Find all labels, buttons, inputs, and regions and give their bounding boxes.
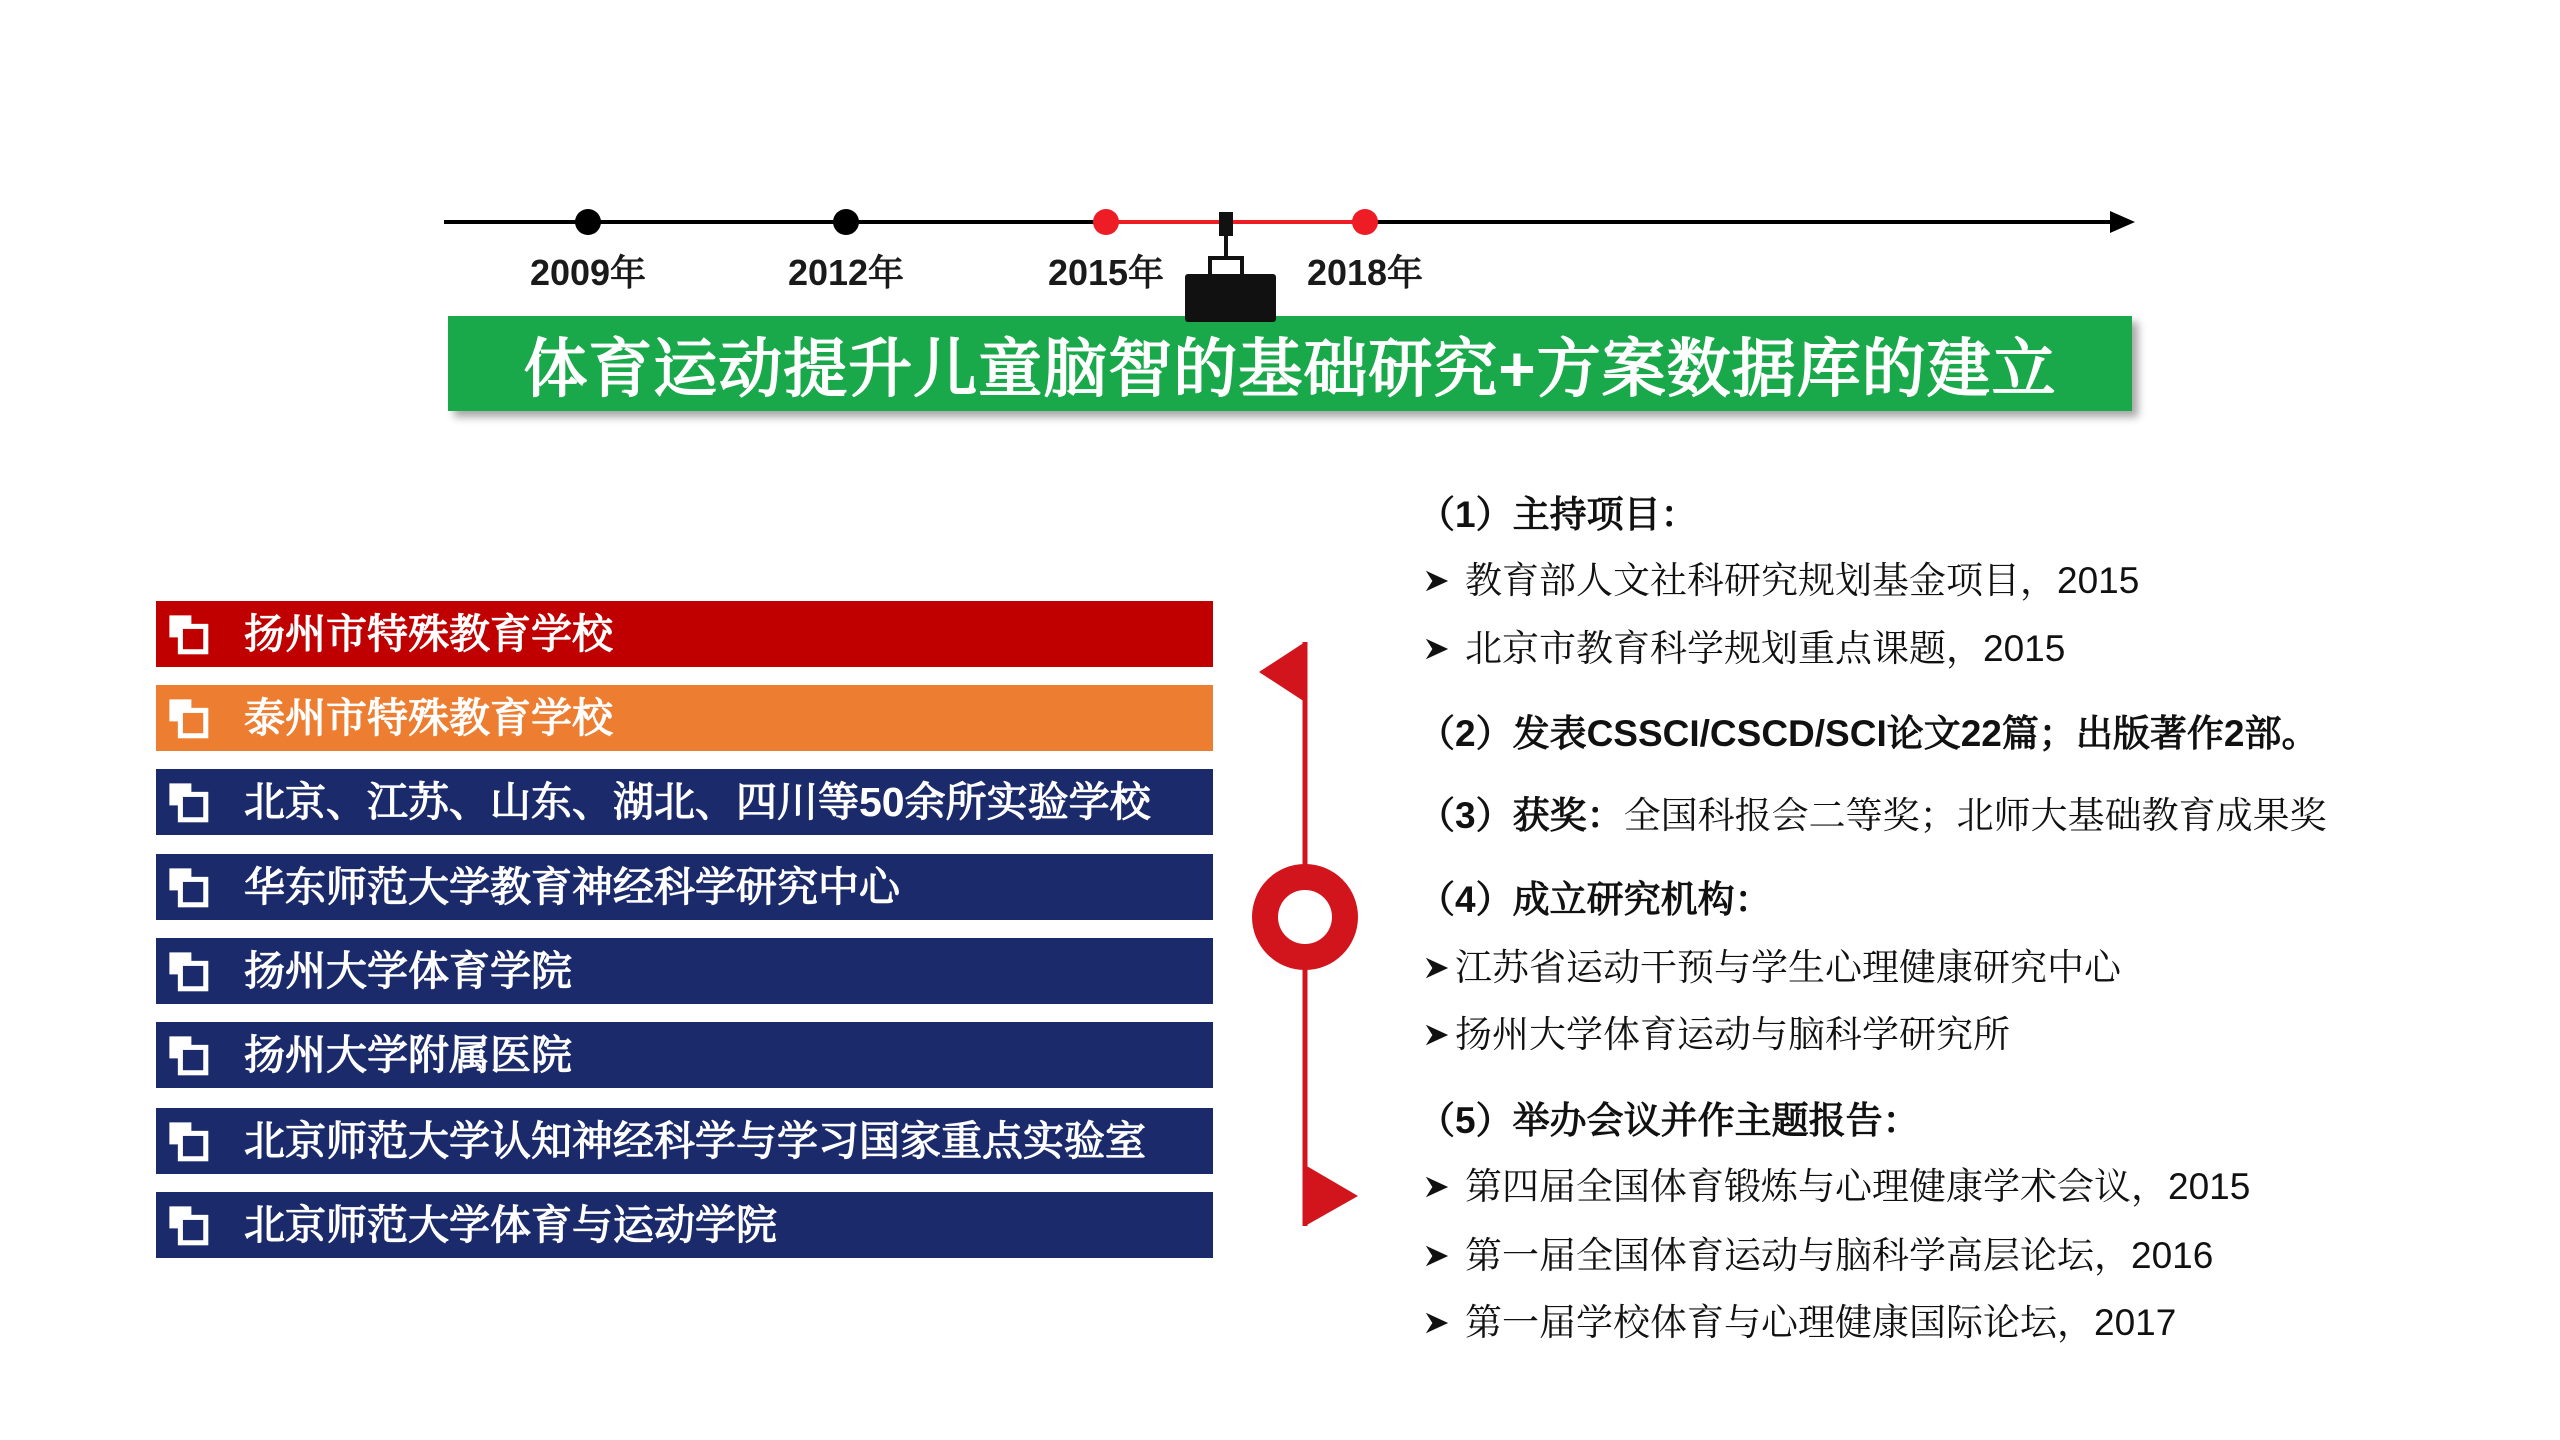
connector <box>1252 642 1358 1226</box>
institute-item: 扬州大学体育运动与脑科学研究所 <box>1455 1014 2010 1055</box>
window-stack-icon <box>166 1203 210 1247</box>
arrow-bullet-shape <box>1426 1246 1448 1266</box>
year-label-2018: 2018年 <box>1306 252 1424 293</box>
year-label-2012: 2012年 <box>787 252 905 293</box>
partner-bar <box>156 938 1213 1004</box>
timeline-arrowhead <box>2110 211 2135 233</box>
partner-name: 泰州市特殊教育学校 <box>244 695 613 741</box>
publications-heading: （2）发表CSSCI/CSCD/SCI论文22篇；出版著作2部。 <box>1418 713 2319 754</box>
project-item: 教育部人文社科研究规划基金项目，2015 <box>1465 560 2140 601</box>
cable-car-clamp <box>1219 212 1233 236</box>
arrow-bullet-shape <box>1426 639 1448 659</box>
institute-item: 江苏省运动干预与学生心理健康研究中心 <box>1455 947 2121 988</box>
arrow-bullet-icon <box>1424 1174 1450 1200</box>
arrow-bullet-icon <box>1424 1310 1450 1336</box>
conference-item: 第一届全国体育运动与脑科学高层论坛，2016 <box>1465 1235 2214 1276</box>
projects-heading: （1）主持项目： <box>1418 494 1698 535</box>
partner-name: 扬州大学附属医院 <box>244 1032 572 1078</box>
connector-top-flag <box>1259 642 1305 702</box>
partner-bar <box>156 1108 1213 1174</box>
arrow-bullet-shape <box>1426 1025 1448 1045</box>
partner-bar <box>156 1192 1213 1258</box>
banner-title: 体育运动提升儿童脑智的基础研究+方案数据库的建立 <box>523 332 2057 405</box>
year-label-2015: 2015年 <box>1047 252 1165 293</box>
window-stack-icon <box>166 865 210 909</box>
ring-icon-hole <box>1278 890 1332 944</box>
arrow-bullet-icon <box>1424 636 1450 662</box>
arrow-bullet-shape <box>1426 571 1448 591</box>
timeline-dot-2018 <box>1352 209 1378 235</box>
timeline-dot-2009 <box>575 209 601 235</box>
ring-icon <box>1252 864 1358 970</box>
institutes-heading: （4）成立研究机构： <box>1418 879 1772 920</box>
timeline-dot-2015 <box>1093 209 1119 235</box>
partner-name: 华东师范大学教育神经科学研究中心 <box>244 864 900 910</box>
awards-text: 全国科报会二等奖；北师大基础教育成果奖 <box>1623 795 2327 836</box>
cable-car-fork <box>1210 258 1242 277</box>
window-stack-icon <box>166 1119 210 1163</box>
partner-bar <box>156 601 1213 667</box>
window-stack-icon <box>166 780 210 824</box>
awards-line <box>1418 791 2327 841</box>
window-stack-icon <box>166 949 210 993</box>
arrow-bullet-shape <box>1426 1313 1448 1333</box>
arrow-bullet-shape <box>1426 958 1448 978</box>
arrow-bullet-icon <box>1424 1243 1450 1269</box>
arrow-bullet-shape <box>1426 1177 1448 1197</box>
arrow-bullet-icon <box>1424 1022 1450 1048</box>
year-label-2009: 2009年 <box>529 252 647 293</box>
title-banner <box>448 316 2132 411</box>
partner-name: 北京师范大学认知神经科学与学习国家重点实验室 <box>244 1118 1146 1164</box>
partner-name: 北京、江苏、山东、湖北、四川等50余所实验学校 <box>244 779 1151 825</box>
window-stack-icon <box>166 612 210 656</box>
partner-name: 北京师范大学体育与运动学院 <box>244 1202 777 1248</box>
conference-item: 第一届学校体育与心理健康国际论坛，2017 <box>1465 1302 2177 1343</box>
conference-item: 第四届全国体育锻炼与心理健康学术会议，2015 <box>1465 1166 2251 1207</box>
partner-bar <box>156 1022 1213 1088</box>
partner-name: 扬州大学体育学院 <box>244 948 572 994</box>
arrow-bullet-icon <box>1424 568 1450 594</box>
awards-heading: （3）获奖： <box>1418 795 1624 836</box>
timeline-dot-2012 <box>833 209 859 235</box>
partner-name: 扬州市特殊教育学校 <box>244 611 613 657</box>
window-stack-icon <box>166 696 210 740</box>
partner-bar <box>156 769 1213 835</box>
window-stack-icon <box>166 1033 210 1077</box>
arrow-bullet-icon <box>1424 955 1450 981</box>
conferences-heading: （5）举办会议并作主题报告： <box>1418 1100 1920 1141</box>
partner-bar <box>156 854 1213 920</box>
project-item: 北京市教育科学规划重点课题，2015 <box>1465 628 2066 669</box>
partner-bar <box>156 685 1213 751</box>
connector-bottom-flag <box>1305 1165 1358 1226</box>
